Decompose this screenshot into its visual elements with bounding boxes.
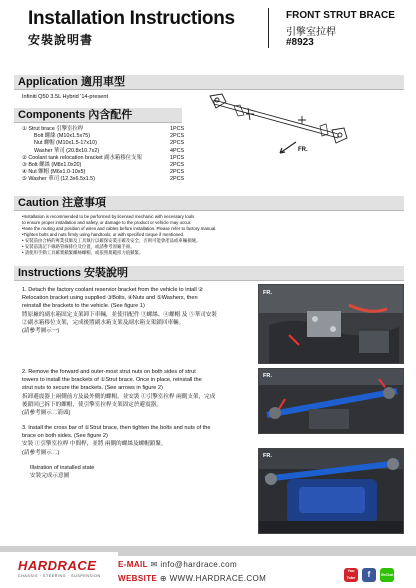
brand-logo: HARDRACE: [18, 558, 97, 573]
wechat-icon[interactable]: WeChat: [380, 568, 394, 582]
instructions-section-bar: [14, 266, 404, 281]
page-header: [0, 0, 416, 62]
email-separator-icon: ✉: [150, 560, 161, 569]
instruction-line: strut nuts to secure the brackets. (See arrows in figure 2): [22, 385, 163, 392]
component-item-label: ① Strut brace 引擎室拉桿: [22, 126, 84, 132]
instruction-line: (請參考圖示二箭頭): [22, 410, 71, 416]
component-item-qty: 2PCS: [170, 176, 185, 183]
instruction-line: towers to install the brackets of ①Strut brace. Once in place, reinstall the: [22, 377, 202, 384]
email-label: E-MAIL: [118, 560, 148, 569]
instruction-line: (請參考圖示二): [22, 449, 60, 456]
front-arrow-icon: [274, 140, 298, 156]
youtube-icon[interactable]: You Tube: [344, 568, 358, 582]
caution-heading: Caution 注意事項: [18, 197, 106, 209]
component-item-label: ② Coolant tank relocation bracket 副水箱移位支架: [22, 154, 142, 161]
component-item-qty: 1PCS: [170, 154, 185, 161]
front-direction-label: FR.: [298, 147, 308, 153]
website-link[interactable]: WWW.HARDRACE.COM: [169, 574, 267, 583]
strut-brace-diagram: [200, 86, 350, 158]
figure-2-front-label: FR.: [263, 373, 273, 379]
page-footer: [0, 546, 416, 588]
instruction-line: ②副水箱移位支架，完成後將副水箱支架及副水箱支架鎖回車輛。: [22, 319, 185, 326]
component-item-label: ⑤ Washer 華司 (12.3x6.5x1.5): [22, 176, 95, 183]
figure-3-front-label: FR.: [263, 453, 273, 459]
component-item-qty: 4PCS: [170, 147, 185, 154]
illustration-caption-line: 安裝完成示意圖: [30, 473, 70, 480]
caution-line: • 安裝前請記下線路管線排位及位置，或請參考原廠手冊。: [22, 244, 135, 249]
instruction-line: 3. Install the cross bar of ①Strut brace, then tighten the bolts and nuts of the: [22, 425, 211, 431]
component-item-label: Bolt 螺絲 (M10x1.5x75): [34, 133, 91, 140]
component-item-label: ④ Nut 螺帽 (M6x1.0-10x5): [22, 169, 86, 176]
figure-3-photo: [258, 448, 404, 534]
component-item-qty: 2PCS: [170, 133, 185, 140]
caution-line: • 請使用手動工具確實鎖緊螺絲螺帽，或依照規範扭力值鎖緊。: [22, 250, 144, 255]
components-section-bar: [14, 108, 182, 123]
instruction-line: Relocation bracket using supplied ③Bolts, ④Nuts and ⑤Washers, then: [22, 295, 198, 302]
figure-2-photo: [258, 368, 404, 434]
instruction-line: 2. Remove the forward and outer-most strut nuts on both sides of strut: [22, 369, 196, 375]
instruction-line: 1. Detach the factory coolant reservior bracket from the vehicle to intall ②: [22, 287, 204, 293]
page-title: Installation Instructions: [28, 8, 235, 29]
component-item-qty: 1PCS: [170, 126, 185, 132]
component-item-qty: 2PCS: [170, 169, 185, 176]
product-name-zh: 引擎室拉桿: [286, 27, 336, 38]
instruction-line: reinstall the brackets to the vehicle. (See figure 1): [22, 303, 145, 310]
caution-line: to ensure proper installation and safety, or damage to the product or vehicle may occur.: [22, 220, 192, 225]
components-heading: Components 內含配件: [18, 109, 133, 121]
page-title-zh: 安裝說明書: [28, 33, 94, 47]
website-contact: [118, 574, 266, 583]
figure-1-photo: [258, 284, 404, 364]
instructions-heading: Instructions 安裝說明: [18, 267, 129, 279]
instruction-line: 後鎖回已拆下的螺帽，使引擎室拉桿支架固定於避震器。: [22, 401, 162, 408]
instruction-line: 安裝 ①引擎室拉桿 中間桿，並將 兩側的螺絲及螺帽鎖緊。: [22, 441, 167, 448]
component-item-qty: 2PCS: [170, 162, 185, 168]
application-heading: Application 適用車型: [18, 76, 125, 88]
caution-line: • 安裝前由合格的專業技師及工具執行以確保安裝正確及安全，否則可能會產品或車輛損壞。: [22, 238, 201, 243]
figure-1-front-label: FR.: [263, 290, 273, 296]
instruction-line: brace on both sides. (See figure 2): [22, 433, 108, 440]
component-item-label: Washer 華司 (20.8x10.7x2): [34, 147, 100, 154]
illustration-caption-line: Illstration of installed state: [30, 465, 95, 471]
component-item-qty: 2PCS: [170, 140, 185, 147]
product-name: FRONT STRUT BRACE: [286, 10, 395, 21]
header-divider: [268, 8, 269, 48]
facebook-icon[interactable]: f: [362, 568, 376, 582]
instruction-line: 將原廠的副水箱固定支架卸下車輛，並使用配件 ③螺絲、④螺帽 及 ⑤華司安裝: [22, 311, 217, 318]
caution-line: •Tighten bolts and nuts firmly using handtools, or with specified torque if mentioned.: [22, 232, 185, 237]
vehicle-application: Infiniti Q50 3.5L Hybrid '14-present: [22, 94, 109, 100]
caution-section-bar: [14, 196, 404, 211]
caution-line: •Installation is recommended to be performed by licensed mechanic with necessary tools: [22, 214, 195, 219]
component-item-label: ③ Bolt 螺絲 (M8x1.0x20): [22, 162, 82, 168]
email-link[interactable]: info@hardrace.com: [160, 560, 238, 569]
website-label: WEBSITE: [118, 574, 158, 583]
email-contact: [118, 560, 237, 569]
instruction-line: (請參考圖示一): [22, 328, 60, 334]
brand-tagline: CHASSIS · STEERING · SUSPENSION: [18, 574, 101, 578]
instruction-line: 拆卸避震器上兩側前方及最外側的螺帽，並安裝 ①引擎室拉桿 兩側支架，完成: [22, 393, 216, 400]
component-item-label: Nut 螺帽 (M10x1.5-17x10): [34, 140, 97, 147]
part-number: #8923: [286, 37, 314, 48]
caution-line: •Note the routing and position of wires and cables before installation. Please refer to factory manual.: [22, 226, 217, 231]
website-separator-icon: ⊕: [159, 574, 170, 583]
